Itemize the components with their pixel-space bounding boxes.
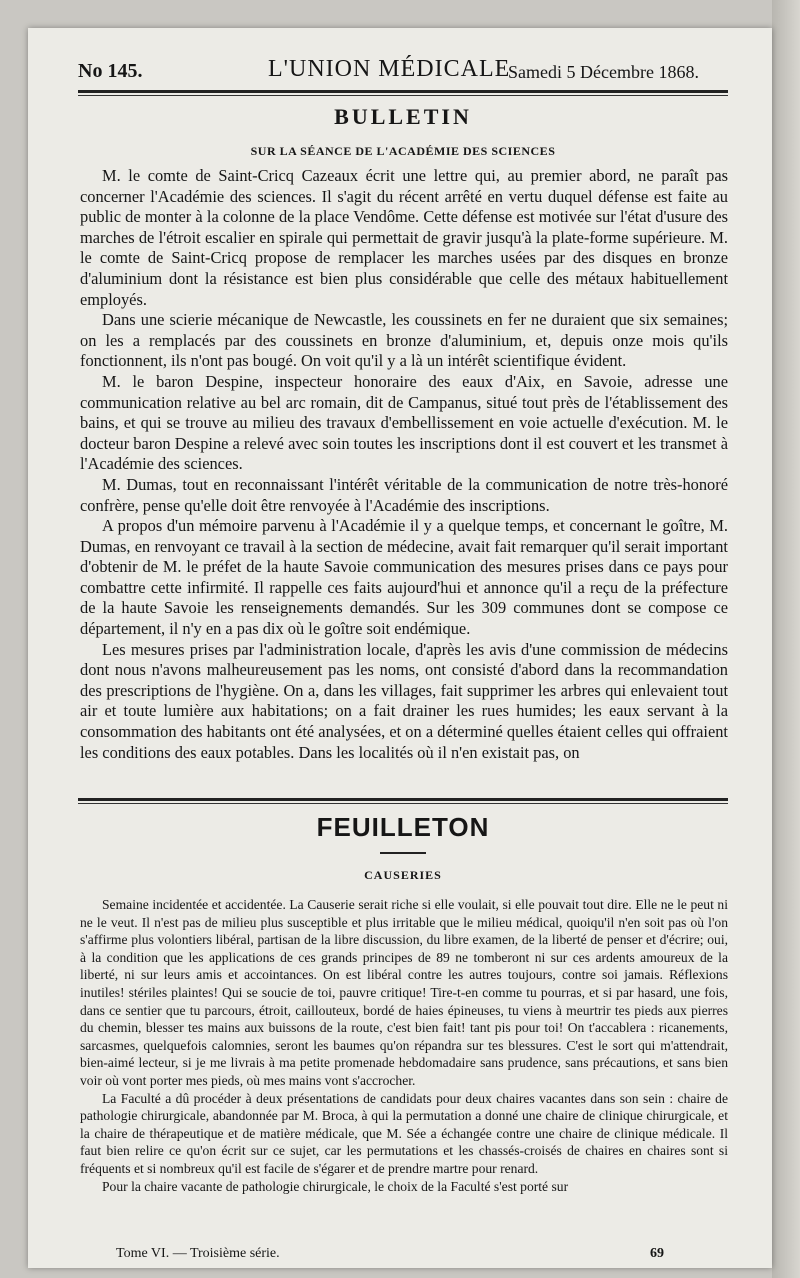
bulletin-paragraph: Les mesures prises par l'administration locale, d'après les avis d'une commission de médecins dont nous n'avons malheureusement pas les noms, ont consisté d'abord dans la recommandation des prescriptions de l'hygiène. On a, dans les villages, fait supprimer les arbres qui enlevaient tout air et toute lumière aux habitations; on a fait drainer les rues humides; les eaux servant à la consommation des habitants ont été analysées, et on a déterminé quelles étaient celles qui offraient les conditions des eaux potables. Dans les localités où il n'en existait pas, on: [80, 639, 728, 762]
feuilleton-heading: FEUILLETON: [316, 812, 490, 842]
bulletin-paragraph: M. Dumas, tout en reconnaissant l'intérêt véritable de la communication de notre très-honoré confrère, pense qu'elle doit être renvoyée à l'Académie des inscriptions.: [80, 474, 728, 515]
masthead: [78, 56, 728, 88]
adjacent-page-edge: [772, 0, 800, 1278]
feuilleton-paragraph: Semaine incidentée et accidentée. La Causerie serait riche si elle voulait, si elle pouvait tout dire. Elle ne le peut ni ne le veut. Il n'est pas de milieu plus susceptible et plus irritable que le milieu médical, quoiqu'il n'en soit pas où l'on s'affirme plus volontiers libéral, partisan de la libre discussion, du libre examen, de la liberté de penser et d'écrire; oui, à la condition que les applications de ces grands principes de 89 ne tomberont ni sur ces ardents amoureux de la liberté, ni sur leurs amis et accointances. On est libéral contre les autres toujours, contre soi jamais. Réflexions inutiles! stériles plaintes! Qui se soucie de toi, pauvre critique! Tire-t-en comme tu pourras, et si par hasard, une fois, dans ce sentier que tu parcours, étroit, caillouteux, bordé de haies épineuses, tu viens à meurtrir tes pieds aux pierres du chemin, blesser tes mains aux buissons de la route, c'est bien fait! tant pis pour toi! On t'accablera : ricanements, sarcasmes, quelquefois calomnies, seront les baumes qu'on répandra sur tes blessures. C'est le sort qui m'attendrait, bien-aimé lecteur, si je me livrais à ma petite promenade hebdomadaire sans prudence, sans précautions, et sans bien voir où vont porter mes pieds, où mes mains vont s'accrocher.: [80, 897, 728, 1088]
section-divider-thin: [78, 803, 728, 804]
bulletin-paragraph: Dans une scierie mécanique de Newcastle, les coussinets en fer ne duraient que six semaines; on les a remplacés par des coussinets en bronze d'aluminium, et, depuis onze mois qu'ils fonctionnent, ils n'ont pas bougé. On voit qu'il y a là un intérêt scientifique évident.: [80, 310, 728, 371]
bulletin-paragraph: M. le comte de Saint-Cricq Cazeaux écrit une lettre qui, au premier abord, ne paraît pas concerner l'Académie des sciences. Il s'agit du récent arrêté en vertu duquel défense est faite au public de monter à la colonne de la place Vendôme. Cette défense est motivée sur l'état d'usure des marches de l'étroit escalier en spirale qui permettait de gravir jusqu'à la plate-forme supérieure. M. le comte de Saint-Cricq propose de remplacer les marches usées par des disques en bronze d'aluminium dont la résistance est bien plus considérable que celle des métaux habituellement employés.: [80, 166, 728, 309]
volume-label: Tome VI. — Troisième série.: [116, 1246, 280, 1261]
journal-title: L'UNION MÉDICALE: [268, 56, 511, 82]
section-divider: [78, 798, 728, 801]
feuilleton-subheading: CAUSERIES: [364, 868, 442, 882]
bulletin-subheading: SUR LA SÉANCE DE L'ACADÉMIE DES SCIENCES: [250, 144, 556, 158]
bulletin-paragraph: M. le baron Despine, inspecteur honoraire des eaux d'Aix, en Savoie, adresse une communication relative au bel arc romain, dit de Campanus, situé tout près de l'établissement des bains, et qui se trouve au milieu des travaux d'embellissement en voie actuelle d'exécution. M. le docteur baron Despine a relevé avec soin toutes les inscriptions dont il est couvert et les transmet à l'Académie des sciences.: [80, 371, 728, 474]
bulletin-body: [80, 166, 728, 763]
feuilleton-paragraph: Pour la chaire vacante de pathologie chirurgicale, le choix de la Faculté s'est porté sur: [102, 1178, 569, 1194]
masthead-rule-thin: [78, 95, 728, 96]
page-number: 69: [650, 1246, 664, 1261]
feuilleton-body: [80, 896, 728, 1195]
bulletin-paragraph: A propos d'un mémoire parvenu à l'Académie il y a quelque temps, et concernant le goître, M. Dumas, en renvoyant ce travail à la section de médecine, avait fait remarquer qu'il serait important d'obtenir de M. le préfet de la haute Savoie communication des mesures prises dans ce pays pour combattre cette infirmité. Il rappelle ces faits aujourd'hui et annonce qu'il a reçu de la préfecture de la haute Savoie les renseignements demandés. Sur les 309 communes dont se compose ce département, il n'y en a pas dix où le goître soit endémique.: [80, 516, 728, 639]
page-footer: [78, 1246, 728, 1266]
feuilleton-paragraph: La Faculté a dû procéder à deux présentations de candidats pour deux chaires vacantes dans son sein : chaire de pathologie chirurgicale, abandonnée par M. Broca, à qui la permutation a donné une chaire de clinique chirurgicale, et la chaire de thérapeutique et de matière médicale, que M. Sée a échangée contre une chaire de clinique médicale. Il faut bien relire ce qu'on écrit sur ce sujet, car les permutations et les chassés-croisés de chaires en chaires sont si fréquents et si nombreux qu'il est facile de s'égarer et de prendre martre pour renard.: [80, 1090, 728, 1176]
issue-date: Samedi 5 Décembre 1868.: [508, 62, 699, 82]
issue-number: No 145.: [78, 60, 143, 82]
feuilleton-rule: [380, 852, 426, 854]
bulletin-heading: BULLETIN: [334, 104, 472, 129]
masthead-rule: [78, 90, 728, 93]
